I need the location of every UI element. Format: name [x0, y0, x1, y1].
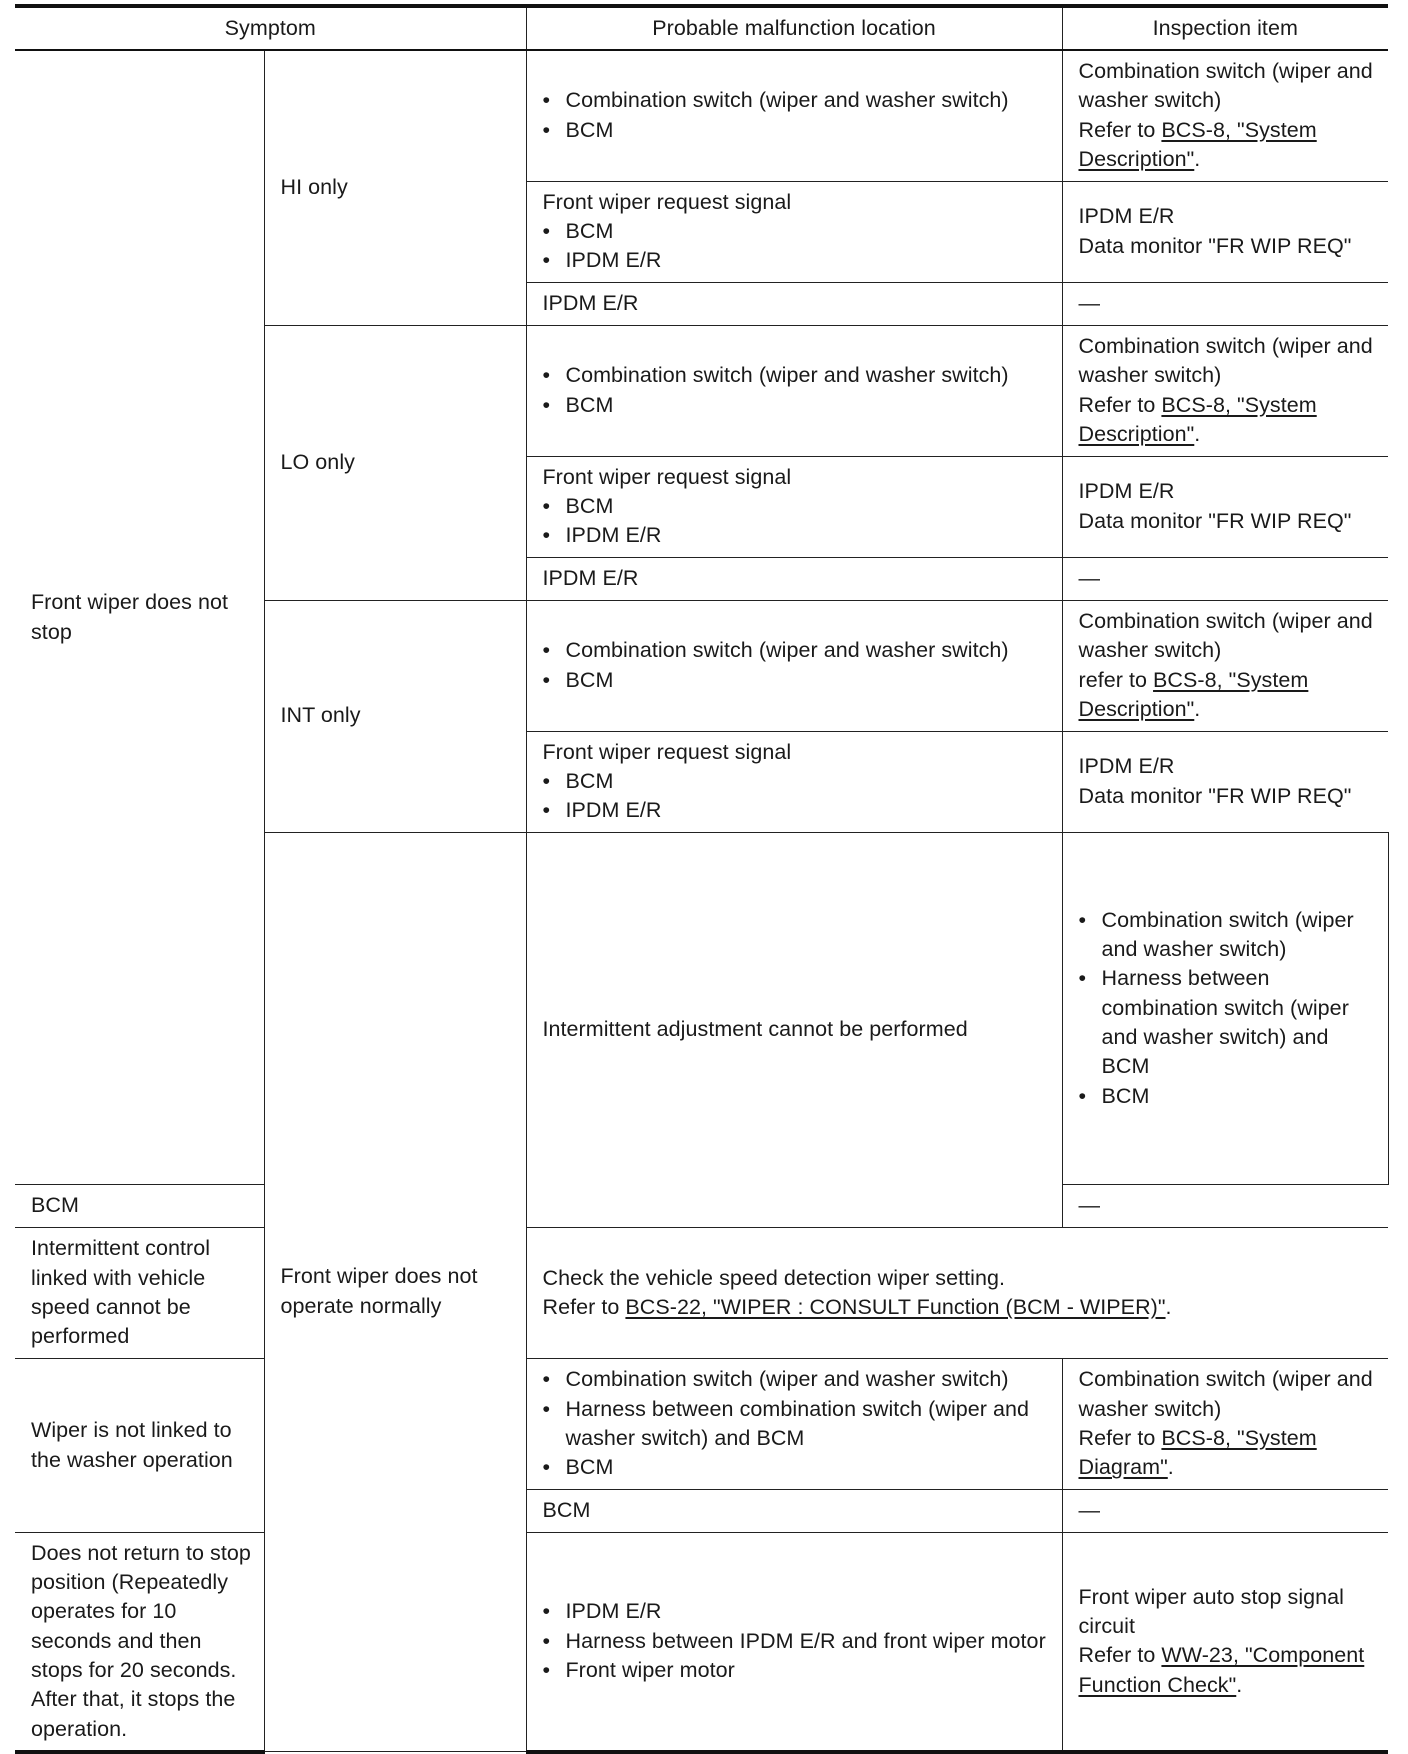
trouble-diagnosis-table	[15, 4, 1388, 1754]
reference-link-bcs8-system-description[interactable]: BCS-8, "System Description"	[1078, 117, 1317, 172]
refer-label: refer to	[1078, 667, 1148, 692]
location-cell: IPDM E/R	[526, 557, 1062, 600]
reference-link-ww23-component-function-check[interactable]: WW-23, "Component Function Check"	[1078, 1643, 1365, 1697]
inspection-dash: —	[1062, 1185, 1388, 1228]
location-cell	[526, 181, 1062, 282]
table-row	[15, 50, 1388, 181]
list-item: • BCM	[543, 492, 1050, 521]
list-item: • BCM	[543, 217, 1050, 246]
inspection-cell	[1062, 181, 1388, 282]
inspection-title: IPDM E/R	[1078, 204, 1175, 229]
list-item: • Harness between combination switch (wiper and washer switch) and BCM	[543, 1395, 1050, 1454]
list-item: • BCM	[543, 391, 1050, 420]
inspection-cell: Combination switch (wiper and washer switch) Refer to BCS-8, "System Diagram".	[1062, 1359, 1388, 1490]
inspection-cell: Combination switch (wiper and washer switch) Refer to BCS-8, "System Description".	[1062, 50, 1388, 181]
inspection-title: Front wiper auto stop signal circuit	[1078, 1584, 1345, 1639]
inspection-title: Combination switch (wiper and washer switch)	[1078, 1367, 1373, 1421]
list-item: • Combination switch (wiper and washer switch)	[1079, 906, 1376, 965]
data-monitor-text: Data monitor "FR WIP REQ"	[1078, 233, 1352, 258]
list-item: • IPDM E/R	[543, 521, 1050, 550]
location-cell	[1062, 832, 1388, 1185]
location-intro: Front wiper request signal	[542, 464, 792, 489]
reference-link-bcs22-consult-function[interactable]: BCS-22, "WIPER : CONSULT Function (BCM - WIPER)"	[625, 1295, 1166, 1320]
subsymptom-int-only: INT only	[264, 600, 526, 832]
inspection-cell: Combination switch (wiper and washer switch) refer to BCS-8, "System Description".	[1062, 600, 1388, 731]
refer-label: Refer to	[1078, 1643, 1156, 1668]
inspection-title: Combination switch (wiper and washer switch)	[1078, 608, 1373, 663]
table-row	[15, 1533, 1388, 1752]
location-list	[543, 86, 1050, 145]
location-cell	[526, 325, 1062, 456]
list-item: • Combination switch (wiper and washer switch)	[543, 86, 1050, 115]
inspection-cell: Front wiper auto stop signal circuit Refer to WW-23, "Component Function Check".	[1062, 1533, 1388, 1752]
table-row	[15, 1359, 1388, 1490]
inspection-title: IPDM E/R	[1078, 754, 1175, 779]
inspection-cell	[1062, 731, 1388, 832]
location-cell: BCM	[526, 1490, 1062, 1533]
refer-label: Refer to	[542, 1295, 620, 1320]
location-list	[543, 767, 1050, 826]
inspection-title: IPDM E/R	[1078, 479, 1175, 504]
header-location: Probable malfunction location	[526, 6, 1062, 50]
location-list	[543, 361, 1050, 420]
header-symptom: Symptom	[15, 6, 526, 50]
list-item: • Harness between IPDM E/R and front wiper motor	[543, 1627, 1050, 1656]
subsymptom-hi-only: HI only	[264, 50, 526, 325]
list-item: • IPDM E/R	[543, 1597, 1050, 1626]
list-item: • BCM	[543, 666, 1050, 695]
subsymptom-does-not-return: Does not return to stop position (Repeatedly operates for 10 seconds and then stops for 20 seconds. After that, it stops the operation.	[15, 1533, 264, 1752]
inspection-title: Combination switch (wiper and washer switch)	[1078, 59, 1373, 113]
list-item: • BCM	[1079, 1082, 1376, 1111]
location-list	[543, 492, 1050, 551]
location-cell	[526, 50, 1062, 181]
refer-label: Refer to	[1078, 1426, 1156, 1451]
reference-link-bcs8-system-description[interactable]: BCS-8, "System Description"	[1078, 392, 1317, 446]
list-item: • Front wiper motor	[543, 1656, 1050, 1685]
data-monitor-text: Data monitor "FR WIP REQ"	[1078, 508, 1352, 533]
table-row	[15, 1228, 1388, 1359]
reference-link-bcs8-system-diagram[interactable]: BCS-8, "System Diagram"	[1078, 1426, 1317, 1480]
symptom-group-does-not-operate-normally: Front wiper does not operate normally	[264, 832, 526, 1752]
inspection-cell: Combination switch (wiper and washer switch) Refer to BCS-8, "System Description".	[1062, 325, 1388, 456]
list-item: • BCM	[543, 767, 1050, 796]
data-monitor-text: Data monitor "FR WIP REQ"	[1078, 783, 1352, 808]
speed-setting-cell: Check the vehicle speed detection wiper setting. Refer to BCS-22, "WIPER : CONSULT Function (BCM - WIPER)".	[526, 1228, 1388, 1359]
location-cell	[526, 456, 1062, 557]
list-item: • IPDM E/R	[543, 246, 1050, 275]
list-item: • IPDM E/R	[543, 796, 1050, 825]
list-item: • Combination switch (wiper and washer switch)	[543, 1365, 1050, 1394]
symptom-group-does-not-stop: Front wiper does not stop	[15, 50, 264, 1185]
subsymptom-washer-not-linked: Wiper is not linked to the washer operation	[15, 1359, 264, 1533]
location-intro: Front wiper request signal	[542, 739, 792, 764]
location-cell	[526, 1533, 1062, 1752]
list-item: • Harness between combination switch (wiper and washer switch) and BCM	[1079, 964, 1376, 1081]
reference-link-bcs8-system-description[interactable]: BCS-8, "System Description"	[1078, 667, 1309, 721]
subsymptom-lo-only: LO only	[264, 325, 526, 600]
speed-check-text: Check the vehicle speed detection wiper setting.	[542, 1265, 1006, 1290]
inspection-dash: —	[1062, 557, 1388, 600]
header-inspection: Inspection item	[1062, 6, 1388, 50]
location-list	[543, 636, 1050, 695]
location-cell	[526, 1359, 1062, 1490]
inspection-dash: —	[1062, 282, 1388, 325]
list-item: • Combination switch (wiper and washer switch)	[543, 636, 1050, 665]
refer-label: Refer to	[1078, 117, 1156, 142]
location-list	[543, 1597, 1050, 1685]
location-intro: Front wiper request signal	[542, 189, 792, 214]
inspection-dash: —	[1062, 1490, 1388, 1533]
location-cell: IPDM E/R	[526, 282, 1062, 325]
location-cell	[526, 731, 1062, 832]
list-item: • BCM	[543, 116, 1050, 145]
location-list	[543, 1365, 1050, 1482]
list-item: • BCM	[543, 1453, 1050, 1482]
inspection-title: Combination switch (wiper and washer switch)	[1078, 333, 1373, 388]
location-list	[543, 217, 1050, 276]
subsymptom-intermittent-speed-control: Intermittent control linked with vehicle speed cannot be performed	[15, 1228, 264, 1359]
location-cell: BCM	[15, 1185, 264, 1228]
location-list	[1079, 906, 1376, 1111]
refer-label: Refer to	[1078, 392, 1156, 417]
table-header-row	[15, 6, 1388, 50]
list-item: • Combination switch (wiper and washer switch)	[543, 361, 1050, 390]
location-cell	[526, 600, 1062, 731]
subsymptom-intermittent-adjustment: Intermittent adjustment cannot be performed	[526, 832, 1062, 1228]
inspection-cell	[1062, 456, 1388, 557]
